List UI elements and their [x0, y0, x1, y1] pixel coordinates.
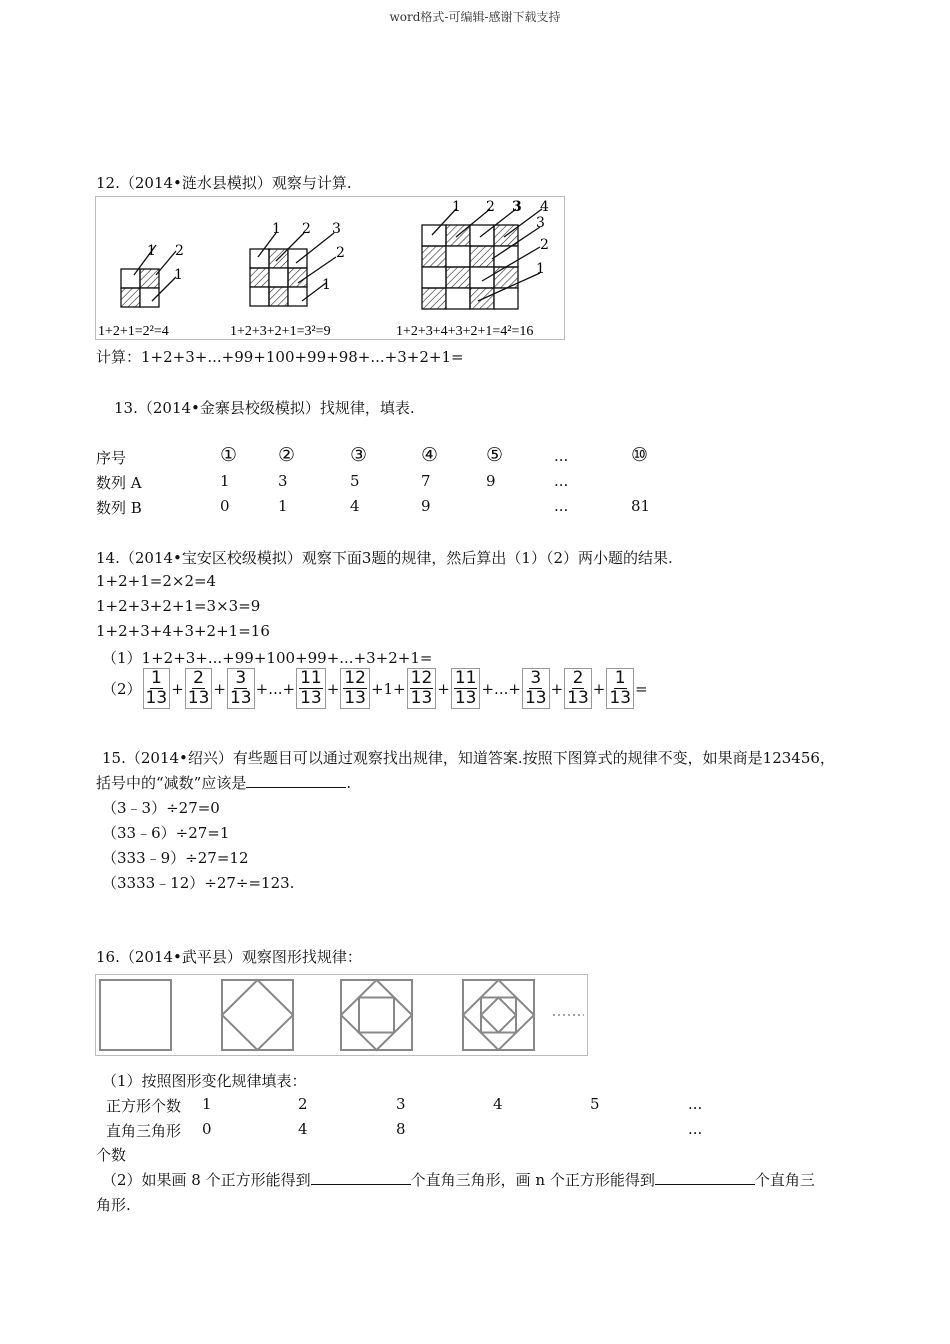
q15-line: （333﹣9）÷27=12 [102, 849, 249, 867]
grid-c-label: 4 [540, 199, 549, 215]
q14-title: 14.（2014•宝安区校级模拟）观察下面3题的规律，然后算出（1）（2）两小题的结果. [96, 549, 673, 567]
q16-cell: 1 [202, 1095, 212, 1113]
q16-row-label-tail: 个数 [96, 1146, 127, 1164]
operator: = [635, 679, 648, 698]
q15-answer-blank[interactable] [246, 773, 346, 788]
q16-cell: 0 [202, 1120, 212, 1138]
q12-title: 12.（2014•涟水县模拟）观察与计算. [96, 174, 352, 192]
q16-row-label: 直角三角形 [106, 1122, 182, 1140]
q16-cell: 4 [298, 1120, 308, 1138]
q13-cell: 81 [631, 497, 651, 515]
fraction: $\frac{3}{13}$ [227, 668, 255, 709]
grid-a-label: 1 [147, 243, 156, 259]
q16-cell: ... [688, 1120, 703, 1138]
grid-b [250, 233, 336, 306]
operator: + [550, 679, 564, 698]
q16-p2-end: 角形. [96, 1196, 131, 1214]
operator: + [326, 679, 340, 698]
q16-cell: 5 [590, 1095, 600, 1113]
grid-b-label: 2 [302, 221, 311, 237]
grid-c-label: 2 [540, 237, 549, 253]
operator: +...+ [255, 679, 296, 698]
q16-answer-blank-1[interactable] [311, 1170, 411, 1185]
grid-a-label: 1 [174, 267, 183, 283]
q13-cell: 9 [486, 472, 496, 490]
q13-title: 13.（2014•金寨县校级模拟）找规律，填表. [114, 399, 415, 417]
grid-c-label: 3 [512, 199, 522, 215]
q13-cell: ... [554, 472, 569, 490]
q14-line: 1+2+1=2×2=4 [96, 572, 217, 590]
q13-row-label: 数列 B [96, 499, 142, 517]
grid-c [422, 209, 542, 309]
q13-cell: 1 [278, 497, 288, 515]
q16-p2-text: 个直角三 [754, 1171, 815, 1189]
q13-cell: ④ [421, 444, 439, 466]
q14-fraction-expression [102, 668, 648, 709]
q13-cell: ⑤ [486, 444, 504, 466]
operator: + [171, 679, 184, 698]
q16-cell: 3 [396, 1095, 406, 1113]
q12-figure [95, 196, 565, 340]
operator: + [213, 679, 226, 698]
q12-calc: 计算：1+2+3+...+99+100+99+98+...+3+2+1= [96, 348, 464, 366]
fraction: $\frac{12}{13}$ [407, 668, 437, 709]
q15-line: （3﹣3）÷27=0 [102, 799, 220, 817]
q16-p2-text: 个直角三角形，画 n 个正方形能得到 [410, 1171, 655, 1189]
q16-cell: 8 [396, 1120, 406, 1138]
q15-title-cont [96, 772, 351, 793]
operator: +...+ [481, 679, 521, 698]
q15-prompt: 括号中的“减数”应该是 [96, 774, 247, 792]
q14-line: 1+2+3+4+3+2+1=16 [96, 622, 270, 640]
fraction: $\frac{2}{13}$ [564, 668, 592, 709]
fraction: $\frac{1}{13}$ [606, 668, 634, 709]
fraction: $\frac{3}{13}$ [522, 668, 550, 709]
q13-cell: ③ [350, 444, 368, 466]
q15-period: . [346, 774, 352, 792]
operator: +1+ [370, 679, 406, 698]
q13-cell: 5 [350, 472, 360, 490]
grid-b-label: 1 [272, 221, 281, 237]
fraction: $\frac{2}{13}$ [185, 668, 213, 709]
q14-p2-label: （2） [102, 680, 142, 698]
q16-row-label: 正方形个数 [106, 1097, 182, 1115]
grid-c-label: 3 [536, 215, 545, 231]
q16-p2-text: （2）如果画 8 个正方形能得到 [102, 1171, 311, 1189]
grid-c-label: 2 [486, 199, 495, 215]
q16-cell: ... [688, 1095, 703, 1113]
q13-cell: ... [554, 447, 569, 465]
q12-caption-c: 1+2+3+4+3+2+1=4²=16 [396, 324, 534, 339]
q13-cell: 1 [220, 472, 230, 490]
q13-cell: ⑩ [631, 444, 649, 466]
grid-b-label: 1 [322, 277, 331, 293]
fraction: $\frac{12}{13}$ [340, 668, 370, 709]
grid-b-label: 2 [336, 245, 345, 261]
q13-cell: 9 [421, 497, 431, 515]
operator: + [437, 679, 450, 698]
fraction: $\frac{11}{13}$ [451, 668, 481, 709]
q15-title: 15.（2014•绍兴）有些题目可以通过观察找出规律，知道答案.按照下图算式的规律不变，如果商是123456， [102, 749, 835, 767]
q12-caption-a: 1+2+1=2²=4 [98, 324, 169, 339]
q15-line: （3333﹣12）÷27÷=123. [102, 874, 295, 892]
operator: + [592, 679, 606, 698]
q13-cell: 0 [220, 497, 230, 515]
q13-cell: 3 [278, 472, 288, 490]
q16-figure [95, 974, 588, 1056]
q12-caption-b: 1+2+3+2+1=3²=9 [230, 324, 331, 339]
q13-cell: ① [220, 444, 238, 466]
fraction: $\frac{11}{13}$ [296, 668, 326, 709]
q16-p2 [102, 1169, 815, 1190]
q15-line: （33﹣6）÷27=1 [102, 824, 230, 842]
grid-c-label: 1 [452, 199, 461, 215]
q13-cell: ... [554, 497, 569, 515]
q13-row-label: 数列 A [96, 474, 142, 492]
q16-cell: 4 [493, 1095, 503, 1113]
q13-row-label: 序号 [96, 449, 127, 467]
q12-grids-diagram [96, 197, 564, 339]
q16-answer-blank-2[interactable] [655, 1170, 755, 1185]
q13-cell: 4 [350, 497, 360, 515]
grid-a-label: 2 [175, 243, 184, 259]
grid-b-label: 3 [332, 221, 341, 237]
grid-c-label: 1 [536, 261, 545, 277]
q14-line: 1+2+3+2+1=3×3=9 [96, 597, 261, 615]
q16-squares-diagram [96, 975, 587, 1055]
q13-cell: 7 [421, 472, 431, 490]
page-header: word格式-可编辑-感谢下载支持 [389, 10, 561, 24]
q13-cell: ② [278, 444, 296, 466]
q16-p1: （1）按照图形变化规律填表： [102, 1072, 307, 1090]
q14-line: （1）1+2+3+...+99+100+99+...+3+2+1= [102, 649, 433, 667]
q16-cell: 2 [298, 1095, 308, 1113]
fraction: $\frac{1}{13}$ [143, 668, 171, 709]
q16-title: 16.（2014•武平县）观察图形找规律： [96, 948, 362, 966]
